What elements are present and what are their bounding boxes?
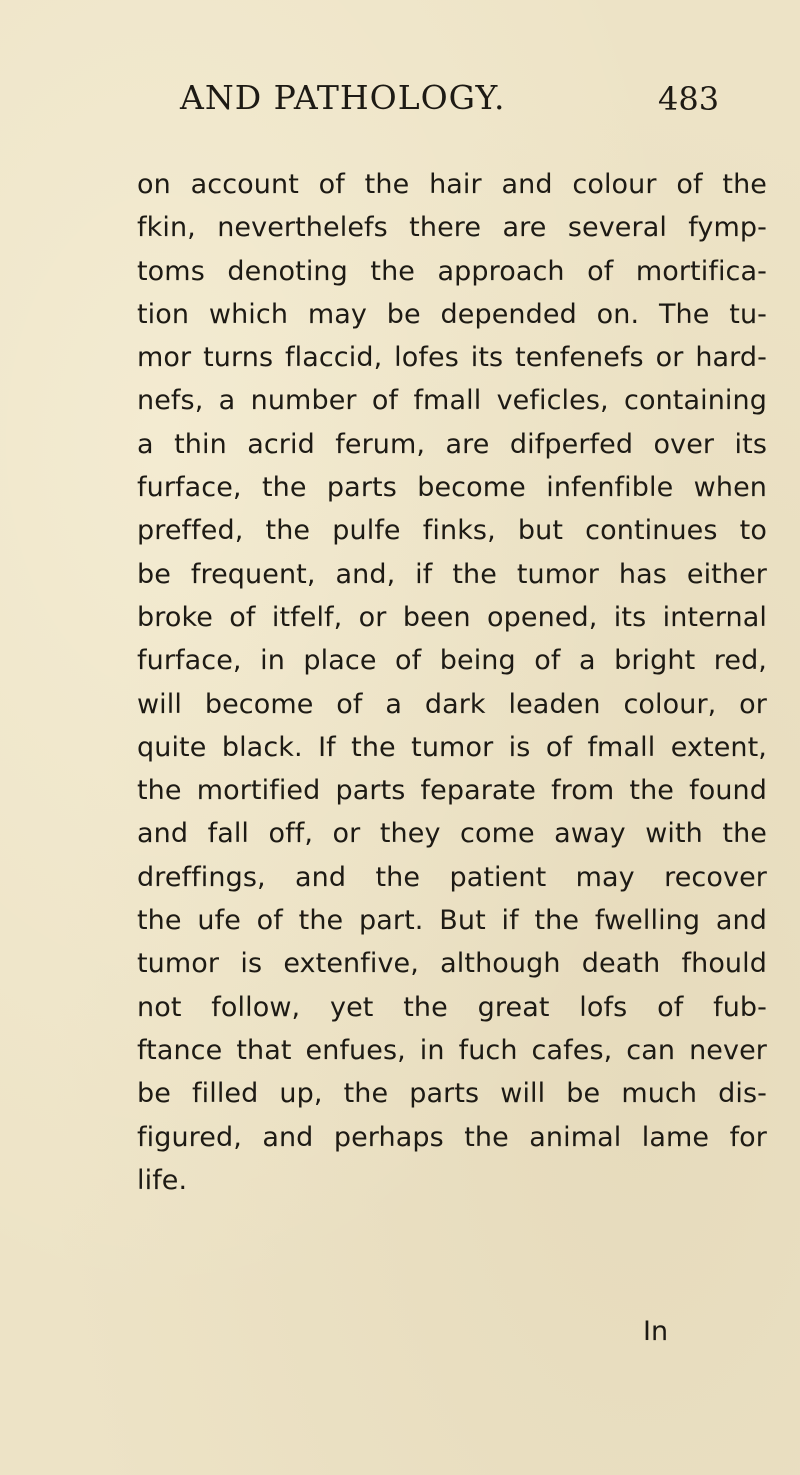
text-line: fkin, neverthelefs there are several fymp- — [137, 212, 767, 244]
text-line: and fall off, or they come away with the — [137, 818, 767, 850]
text-line: the ufe of the part. But if the fwelling and — [137, 905, 767, 937]
text-line: life. — [137, 1164, 188, 1196]
text-line: furface, the parts become infenfible when — [137, 472, 767, 504]
text-line: dreffings, and the patient may recover — [137, 861, 767, 893]
text-line: the mortified parts feparate from the found — [137, 775, 767, 807]
text-line: be frequent, and, if the tumor has either — [137, 558, 767, 590]
text-line: nefs, a number of fmall veficles, containing — [137, 385, 767, 417]
page-header — [0, 78, 800, 138]
body-text — [137, 163, 777, 1202]
text-line: quite black. If the tumor is of fmall extent, — [137, 731, 767, 763]
text-line: a thin acrid ferum, are difperfed over its — [137, 428, 767, 460]
text-line: not follow, yet the great lofs of fub- — [137, 991, 767, 1023]
page-number: 483 — [658, 80, 720, 118]
catchword: In — [643, 1316, 669, 1347]
text-line: furface, in place of being of a bright red, — [137, 645, 767, 677]
text-line: be filled up, the parts will be much dis- — [137, 1078, 767, 1110]
text-line: toms denoting the approach of mortifica- — [137, 255, 767, 287]
text-line: will become of a dark leaden colour, or — [137, 688, 767, 720]
text-line: preffed, the pulfe finks, but continues to — [137, 515, 767, 547]
running-head: AND PATHOLOGY. — [180, 78, 506, 117]
text-line: on account of the hair and colour of the — [137, 169, 767, 200]
text-line: ftance that enfues, in fuch cafes, can never — [137, 1034, 767, 1066]
text-line: broke of itfelf, or been opened, its internal — [137, 601, 767, 633]
text-line: tumor is extenfive, although death fhould — [137, 948, 767, 980]
text-line: tion which may be depended on. The tu- — [137, 298, 767, 330]
text-line: figured, and perhaps the animal lame for — [137, 1121, 767, 1153]
text-line: mor turns flaccid, lofes its tenfenefs or hard- — [137, 342, 767, 374]
